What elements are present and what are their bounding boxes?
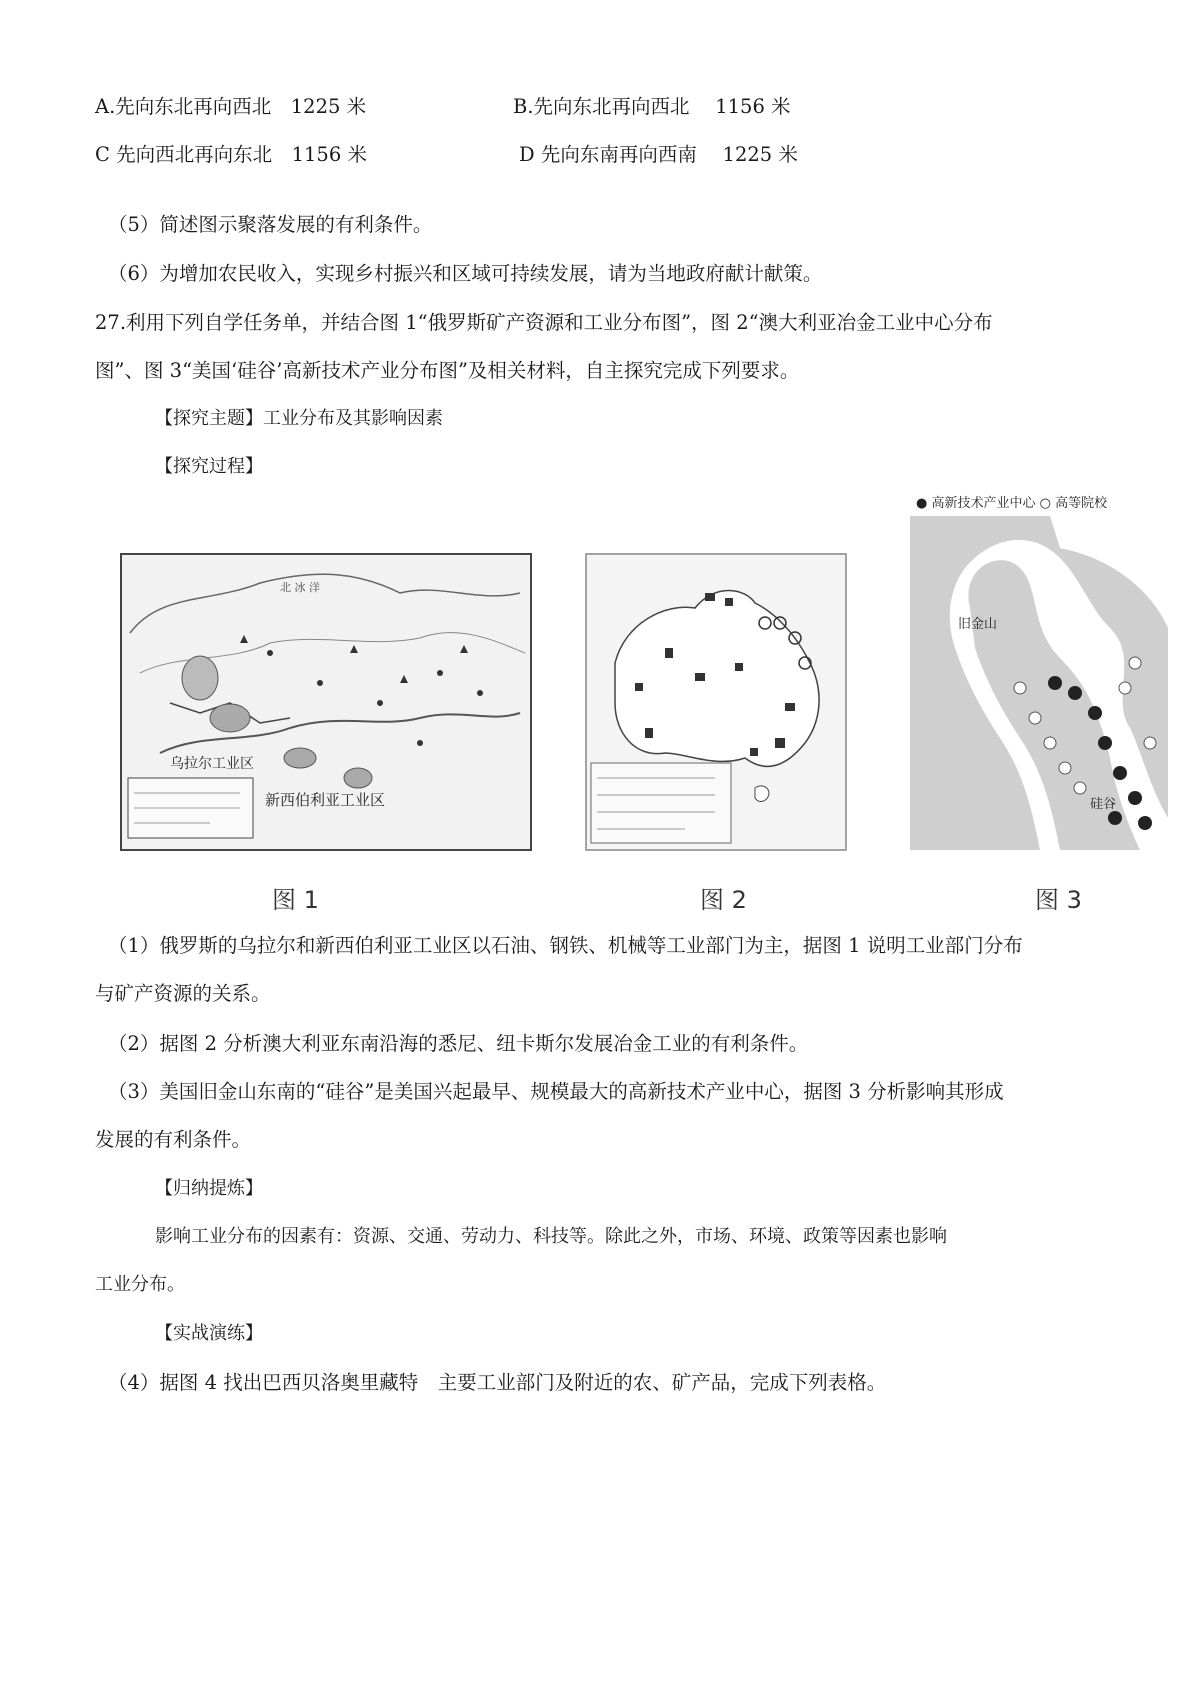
figure-1-russia-map: [120, 553, 532, 851]
figure-2-svg: [585, 553, 847, 851]
figure-3-silicon-valley-map: [910, 488, 1168, 850]
topic-heading: 【探究主题】工业分布及其影响因素: [155, 408, 443, 429]
fig3-sv-label: 硅谷: [1090, 797, 1117, 812]
summary-heading: 【归纳提炼】: [155, 1178, 263, 1199]
figure-1-caption: 图 1: [272, 886, 319, 914]
sub-question-4: （4）据图 4 找出巴西贝洛奥里藏特 主要工业部门及附近的农、矿产品，完成下列表格。: [108, 1371, 887, 1394]
figure-1-svg: [120, 553, 532, 851]
sub-question-1-line2: 与矿产资源的关系。: [95, 982, 271, 1005]
practice-heading: 【实战演练】: [155, 1323, 263, 1344]
fig1-ural-label: 乌拉尔工业区: [170, 756, 254, 772]
sub-question-1-line1: （1）俄罗斯的乌拉尔和新西伯利亚工业区以石油、钢铁、机械等工业部门为主，据图 1 说明工业部门分布: [108, 934, 1023, 957]
summary-line1: 影响工业分布的因素有：资源、交通、劳动力、科技等。除此之外，市场、环境、政策等因素也影响: [155, 1226, 947, 1247]
question-27-line2: 图”、图 3“美国‘硅谷’高新技术产业分布图”及相关材料，自主探究完成下列要求。: [95, 359, 800, 382]
sub-question-3-line2: 发展的有利条件。: [95, 1128, 252, 1151]
fig1-sea-label: 北 冰 洋: [280, 581, 320, 594]
summary-line2: 工业分布。: [95, 1274, 185, 1295]
question-27-line1: 27.利用下列自学任务单，并结合图 1“俄罗斯矿产资源和工业分布图”，图 2“澳大利亚冶金工业中心分布: [95, 311, 993, 334]
question-6: （6）为增加农民收入，实现乡村振兴和区域可持续发展，请为当地政府献计献策。: [108, 262, 823, 285]
option-b: B.先向东北再向西北 1156 米: [513, 95, 791, 118]
figure-3-svg: [910, 488, 1168, 850]
question-5: （5）简述图示聚落发展的有利条件。: [108, 213, 433, 236]
sub-question-2: （2）据图 2 分析澳大利亚东南沿海的悉尼、纽卡斯尔发展冶金工业的有利条件。: [108, 1032, 809, 1055]
figure-2-australia-map: [585, 553, 847, 851]
process-heading: 【探究过程】: [155, 456, 263, 477]
fig1-siberia-label: 新西伯利亚工业区: [265, 791, 386, 809]
option-c: C 先向西北再向东北 1156 米: [95, 143, 367, 166]
figure-3-caption: 图 3: [1035, 886, 1082, 914]
option-a: A.先向东北再向西北 1225 米: [95, 95, 367, 118]
fig3-sf-label: 旧金山: [958, 617, 998, 632]
figure-2-caption: 图 2: [700, 886, 747, 914]
option-d: D 先向东南再向西南 1225 米: [519, 143, 798, 166]
sub-question-3-line1: （3）美国旧金山东南的“硅谷”是美国兴起最早、规模最大的高新技术产业中心，据图 3 分析影响其形成: [108, 1080, 1004, 1103]
fig3-legend: ● 高新技术产业中心 ○ 高等院校: [916, 496, 1108, 511]
